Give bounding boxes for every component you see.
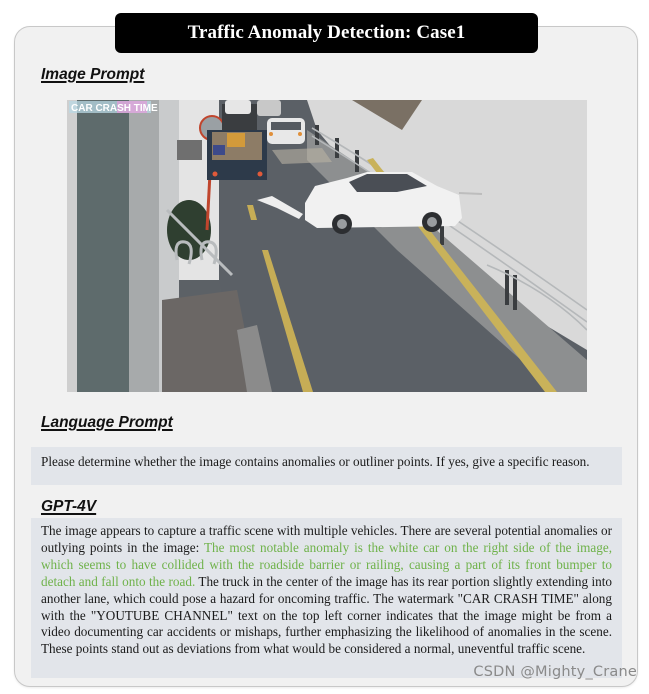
gpt4v-response-text: The image appears to capture a traffic scene with multiple vehicles. There are several potential anomalies or outlying points in the image: bbox=[41, 523, 612, 555]
language-prompt-text: Please determine whether the image contains anomalies or outliner points. If yes, give a specific reason. bbox=[41, 454, 590, 469]
language-prompt-heading: Language Prompt bbox=[41, 414, 173, 431]
language-prompt-box bbox=[31, 447, 622, 485]
gpt4v-response-box bbox=[31, 518, 622, 678]
gpt4v-response-text-continued: The truck in the center of the image has its rear portion slightly extending into another lane, which could pose a hazard for oncoming traffic. The watermark "CAR CRASH TIME" along with the "YOUTUBE CHANNEL" text on the top left corner indicates that the image might be from a video documenting car accidents or mishaps, further emphasizing the likelihood of anomalies in the scene. These points stand out as deviations from what would be considered a normal, uneventful traffic scene. bbox=[41, 573, 613, 657]
watermark-car-crash-time: CAR CRASH TIME bbox=[71, 103, 158, 114]
csdn-watermark: CSDN @Mighty_Crane bbox=[473, 664, 637, 680]
case-title bbox=[115, 13, 538, 53]
case-title-text: Traffic Anomaly Detection: Case1 bbox=[187, 22, 466, 43]
gpt4v-heading: GPT-4V bbox=[41, 498, 97, 515]
traffic-scene-image bbox=[67, 100, 587, 392]
gpt4v-highlighted-anomaly: The most notable anomaly is the white car on the right side of the image, which seems to have collided with the roadside barrier or railing, causing a part of its front bumper to detach and fall onto the road. bbox=[41, 539, 612, 589]
image-prompt-heading: Image Prompt bbox=[41, 66, 145, 83]
